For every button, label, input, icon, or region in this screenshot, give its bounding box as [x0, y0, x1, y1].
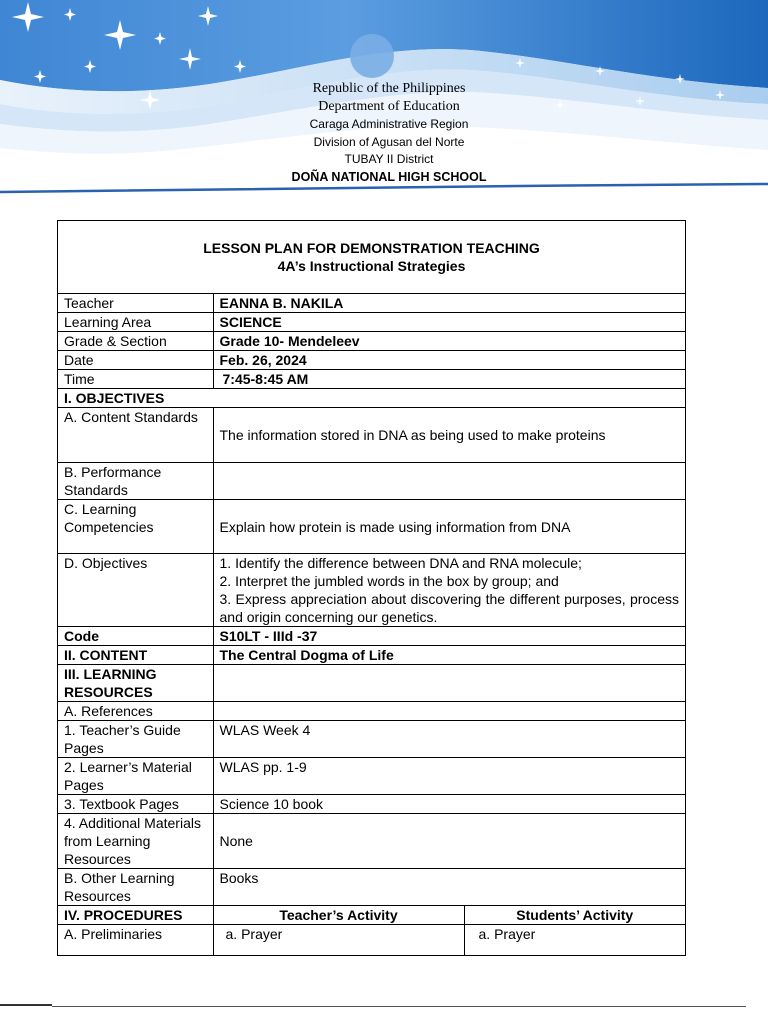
references-label: A. References	[58, 702, 213, 721]
table-row	[58, 702, 685, 721]
additional-materials-value: None	[213, 814, 685, 869]
title-sub: 4A’s Instructional Strategies	[277, 258, 466, 274]
table-row	[58, 351, 685, 370]
learning-resources-value	[213, 665, 685, 702]
district-line: TUBAY II District	[344, 152, 434, 166]
other-resources-label: B. Other Learning Resources	[58, 869, 213, 906]
textbook-value: Science 10 book	[213, 795, 685, 814]
objective-item: 1. Identify the difference between DNA and RNA molecule;	[219, 555, 582, 571]
table-row	[58, 665, 685, 702]
department-line: Department of Education	[318, 99, 460, 114]
grade-label: Grade & Section	[58, 332, 213, 351]
references-value	[213, 702, 685, 721]
learners-material-value: WLAS pp. 1-9	[213, 758, 685, 795]
preliminaries-label: A. Preliminaries	[58, 925, 213, 955]
table-row	[58, 758, 685, 795]
table-row	[58, 389, 685, 408]
teacher-prayer: a. Prayer	[213, 925, 464, 955]
teachers-guide-label: 1. Teacher’s Guide Pages	[58, 721, 213, 758]
learning-area-label: Learning Area	[58, 313, 213, 332]
learning-resources-heading: III. LEARNING RESOURCES	[58, 665, 213, 702]
table-row	[58, 869, 685, 906]
division-line: Division of Agusan del Norte	[313, 134, 465, 149]
objectives-list	[213, 554, 685, 627]
learning-competencies-label: C. Learning Competencies	[58, 500, 213, 554]
procedures-heading: IV. PROCEDURES	[58, 906, 213, 925]
table-row	[58, 408, 685, 463]
table-row	[58, 332, 685, 351]
table-row	[58, 554, 685, 627]
teacher-label: Teacher	[58, 294, 213, 313]
agency-header	[0, 80, 768, 186]
table-row	[58, 925, 685, 955]
objective-item: 2. Interpret the jumbled words in the box by group; and	[219, 573, 559, 589]
table-row	[58, 627, 685, 646]
region-line: Caraga Administrative Region	[309, 117, 469, 131]
lesson-plan-table	[58, 294, 685, 955]
table-row	[58, 646, 685, 665]
time-value: 7:45-8:45 AM	[213, 370, 685, 389]
republic-line: Republic of the Philippines	[312, 81, 466, 96]
additional-materials-label: 4. Additional Materials from Learning Resources	[58, 814, 213, 869]
school-name: DOÑA NATIONAL HIGH SCHOOL	[291, 169, 487, 184]
teacher-value: EANNA B. NAKILA	[213, 294, 685, 313]
teachers-guide-value: WLAS Week 4	[213, 721, 685, 758]
content-standards-value: The information stored in DNA as being used to make proteins	[213, 408, 685, 463]
learners-material-label: 2. Learner’s Material Pages	[58, 758, 213, 795]
table-row	[58, 795, 685, 814]
objective-item: 3. Express appreciation about discovering the different purposes, process and origin concerning our genetics.	[219, 591, 679, 625]
learning-area-value: SCIENCE	[213, 313, 685, 332]
table-row	[58, 370, 685, 389]
footer-rule	[0, 1004, 52, 1006]
table-row	[58, 721, 685, 758]
performance-standards-value	[213, 463, 685, 500]
content-heading: II. CONTENT	[58, 646, 213, 665]
time-label: Time	[58, 370, 213, 389]
table-row	[58, 463, 685, 500]
table-row	[58, 294, 685, 313]
date-value: Feb. 26, 2024	[213, 351, 685, 370]
table-row	[58, 906, 685, 925]
textbook-label: 3. Textbook Pages	[58, 795, 213, 814]
table-row	[58, 500, 685, 554]
objectives-heading: I. OBJECTIVES	[58, 389, 685, 408]
code-value: S10LT - IIId -37	[213, 627, 685, 646]
grade-value: Grade 10- Mendeleev	[213, 332, 685, 351]
form-title	[58, 221, 685, 294]
learning-competencies-value: Explain how protein is made using information from DNA	[213, 500, 685, 554]
performance-standards-label: B. Performance Standards	[58, 463, 213, 500]
teacher-activity-header: Teacher’s Activity	[213, 906, 464, 925]
objectives-label: D. Objectives	[58, 554, 213, 627]
content-standards-label: A. Content Standards	[58, 408, 213, 463]
code-label: Code	[58, 627, 213, 646]
student-prayer: a. Prayer	[464, 925, 685, 955]
title-main: LESSON PLAN FOR DEMONSTRATION TEACHING	[203, 240, 540, 256]
content-value: The Central Dogma of Life	[213, 646, 685, 665]
table-row	[58, 814, 685, 869]
footer-rule	[52, 1006, 746, 1007]
lesson-plan-form	[57, 220, 686, 956]
date-label: Date	[58, 351, 213, 370]
header-banner	[0, 0, 768, 195]
other-resources-value: Books	[213, 869, 685, 906]
student-activity-header: Students’ Activity	[464, 906, 685, 925]
table-row	[58, 313, 685, 332]
